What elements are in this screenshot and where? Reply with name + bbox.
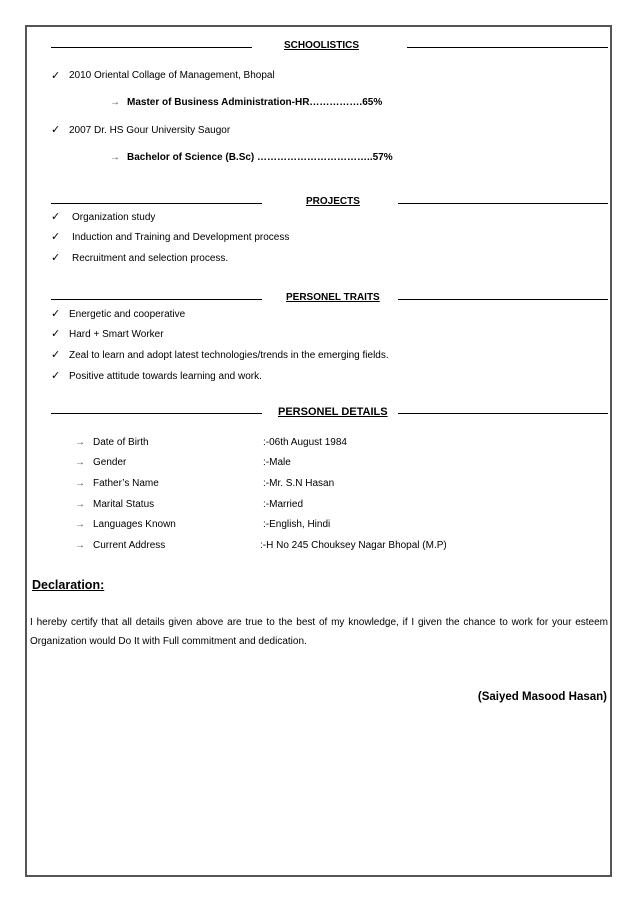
arrow-icon: → <box>75 519 85 530</box>
degree-item: Master of Business Administration-HR…………….65% <box>127 97 383 108</box>
section-rule-left <box>51 413 262 414</box>
arrow-icon: → <box>75 478 85 489</box>
checkmark-icon: ✓ <box>51 252 61 264</box>
detail-value: :-H No 245 Chouksey Nagar Bhopal (M.P) <box>260 540 447 551</box>
project-item: Induction and Training and Development process <box>72 232 290 243</box>
project-item: Organization study <box>72 212 156 223</box>
trait-item: Hard + Smart Worker <box>69 329 164 340</box>
checkmark-icon: ✓ <box>51 308 61 320</box>
declaration-text: I hereby certify that all details given above are true to the best of my knowledge, if I given the chance to work for your esteem Organization would Do It with Full commitment and dedication. <box>30 617 608 647</box>
detail-label: Marital Status <box>93 499 155 510</box>
checkmark-icon: ✓ <box>51 349 61 361</box>
arrow-icon: → <box>75 499 85 510</box>
detail-label: Languages Known <box>93 519 176 530</box>
checkmark-icon: ✓ <box>51 124 61 136</box>
trait-item: Zeal to learn and adopt latest technologies/trends in the emerging fields. <box>69 350 389 361</box>
section-rule-right <box>398 203 608 204</box>
detail-value: :-English, Hindi <box>263 519 331 530</box>
section-rule-left <box>51 203 262 204</box>
section-title-traits: PERSONEL TRAITS <box>286 292 380 303</box>
section-title-projects: PROJECTS <box>306 196 360 207</box>
detail-label: Current Address <box>93 540 166 551</box>
detail-value: :-Mr. S.N Hasan <box>263 478 335 489</box>
arrow-icon: → <box>75 457 85 468</box>
arrow-icon: → <box>110 97 120 108</box>
detail-value: :-Married <box>263 499 304 510</box>
degree-item: Bachelor of Science (B.Sc) ……………………………..57% <box>127 152 393 163</box>
section-rule-right <box>407 47 608 48</box>
detail-label: Gender <box>93 457 127 468</box>
trait-item: Energetic and cooperative <box>69 309 186 320</box>
education-item: 2007 Dr. HS Gour University Saugor <box>69 125 231 136</box>
detail-label: Father’s Name <box>93 478 159 489</box>
section-rule-right <box>398 413 608 414</box>
checkmark-icon: ✓ <box>51 370 61 382</box>
checkmark-icon: ✓ <box>51 70 61 82</box>
education-item: 2010 Oriental Collage of Management, Bhopal <box>69 70 275 81</box>
declaration-title: Declaration: <box>32 578 105 592</box>
arrow-icon: → <box>75 540 85 551</box>
trait-item: Positive attitude towards learning and work. <box>69 371 262 382</box>
section-title-schoolistics: SCHOOLISTICS <box>284 40 360 51</box>
signature-name: (Saiyed Masood Hasan) <box>477 691 607 703</box>
detail-label: Date of Birth <box>93 437 149 448</box>
section-rule-left <box>51 299 262 300</box>
section-rule-right <box>398 299 608 300</box>
arrow-icon: → <box>110 152 120 163</box>
checkmark-icon: ✓ <box>51 231 61 243</box>
arrow-icon: → <box>75 437 85 448</box>
checkmark-icon: ✓ <box>51 211 61 223</box>
project-item: Recruitment and selection process. <box>72 253 229 264</box>
section-title-details: PERSONEL DETAILS <box>278 406 388 418</box>
detail-value: :-06th August 1984 <box>263 437 347 448</box>
detail-value: :-Male <box>263 457 291 468</box>
checkmark-icon: ✓ <box>51 328 61 340</box>
section-rule-left <box>51 47 252 48</box>
